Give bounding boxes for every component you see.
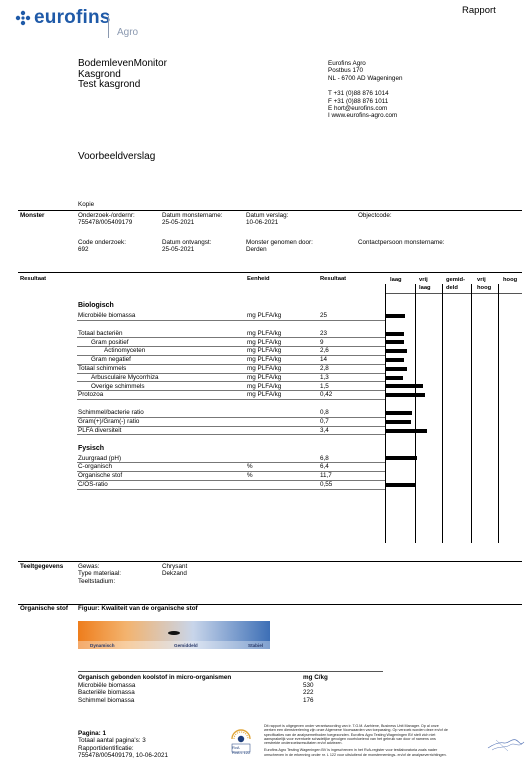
field-value: 755478/005409179 — [78, 219, 133, 227]
monster-top-rule — [18, 210, 522, 211]
row-unit: mg PLFA/kg — [247, 365, 282, 372]
field-value: 692 — [78, 246, 89, 254]
address-company: Eurofins Agro — [328, 60, 366, 67]
footer-disclaimer — [264, 724, 448, 757]
carbon-row-value: 222 — [303, 689, 314, 697]
row-result: 0,8 — [320, 409, 329, 417]
monster-field-received — [162, 239, 211, 254]
row-unit: mg PLFA/kg — [247, 356, 282, 364]
carbon-row-label: Schimmel biomassa — [78, 696, 135, 704]
row-result: 25 — [320, 312, 328, 319]
carbon-unit: mg C/kg — [303, 674, 328, 681]
row-unit: mg PLFA/kg — [247, 382, 282, 390]
field-label: Objectcode: — [358, 212, 392, 219]
result-bar — [385, 314, 405, 318]
scale-line-2 — [442, 284, 443, 543]
report-id: 755478/005409179, 10-06-2021 — [78, 752, 168, 760]
carbon-labels — [78, 682, 135, 704]
logo-text: eurofins — [34, 7, 111, 28]
disclaimer-1: Dit rapport is uitgegeven onder verantwoording van ir. T.G.M. Aarhiene, Business Unit Manager. Op al onze werken een dienstverlening zijn onze Algemene Voorwaarden van toepassing. Op verzoek worden deze en/of de specificaties van de analysemethoden toegezonden. Eurofins Agro Testing Wageningen BV stelt zich niet aansprakelijk voor eventuele schadelijke gevolgen voortvloeiend van het gebruik van door of namens ons verstrekte onderzoeksresultaten en/of adviezen. — [264, 724, 448, 746]
field-label: Contactpersoon monstername: — [358, 239, 445, 246]
result-bar — [385, 332, 404, 336]
gradient-label-stabiel: Stabiel — [248, 643, 264, 648]
row-divider — [77, 489, 385, 490]
teelt-label: Gewas: — [78, 563, 100, 570]
monster-field-order — [78, 212, 135, 227]
carbon-row-label: Bacteriële biomassa — [78, 689, 135, 697]
row-label: Actinomyceten — [104, 347, 146, 355]
field-label: Datum verslag: — [246, 212, 289, 219]
figure-caption: Figuur: Kwaliteit van de organische stof — [78, 605, 198, 612]
row-label: Gram(+)/Gram(-) ratio — [78, 418, 140, 425]
row-result: 11,7 — [320, 472, 332, 480]
logo-divider — [108, 16, 109, 38]
field-label: Monster genomen door: — [246, 239, 313, 246]
row-unit: mg PLFA/kg — [247, 373, 282, 381]
monster-field-sample-date — [162, 212, 223, 227]
row-result: 3,4 — [320, 426, 329, 434]
teelt-label: Teeltstadium: — [78, 577, 116, 585]
row-divider — [77, 462, 385, 463]
row-label: Organische stof — [78, 472, 123, 480]
result-bar — [385, 393, 425, 397]
address-email[interactable]: E hort@eurofins.com — [328, 105, 388, 113]
total-pages: Totaal aantal pagina's: 3 — [78, 737, 146, 745]
row-unit: mg PLFA/kg — [247, 312, 282, 319]
result-bar — [385, 456, 417, 460]
carbon-values — [303, 682, 314, 704]
signature-image — [486, 732, 526, 754]
results-header-rule — [385, 293, 522, 294]
teelt-label: Type materiaal: — [78, 570, 122, 578]
row-unit: % — [247, 463, 253, 471]
field-value: 25-05-2021 — [162, 246, 195, 254]
rva-label: RvA RvA L 122 — [232, 745, 251, 755]
title-block — [78, 59, 167, 91]
monster-field-code — [78, 239, 126, 254]
address-fax: F +31 (0)88 876 1011 — [328, 97, 389, 105]
monster-field-objectcode — [358, 212, 392, 219]
carbon-row-value: 176 — [303, 696, 314, 704]
row-result: 2,6 — [320, 347, 329, 355]
row-result: 14 — [320, 356, 328, 364]
doc-type: Rapport — [462, 5, 496, 16]
scale-hoog: hoog — [503, 277, 518, 283]
result-bar — [385, 384, 423, 388]
field-value: 10-06-2021 — [246, 219, 279, 227]
row-result: 9 — [320, 338, 324, 346]
field-value: Derden — [246, 246, 267, 254]
scale-laag: laag — [390, 277, 402, 283]
row-unit: mg PLFA/kg — [247, 347, 282, 355]
row-unit: mg PLFA/kg — [247, 338, 282, 346]
disclaimer-2: Eurofins Agro Testing Wageningen BV is ingeschreven in het RvA-register voor testlaboratoria zoals nader omschreven in de erkenning onder nr. L 122 voor uitsluitend de monsternemings- en/of de analyseverrichtingen. — [264, 748, 447, 757]
scale-line-4 — [498, 284, 499, 543]
address-web[interactable]: I www.eurofins-agro.com — [328, 112, 398, 120]
monster-field-sampled-by — [246, 239, 313, 254]
col-unit: Eenheid — [247, 276, 270, 282]
row-result: 1,3 — [320, 373, 329, 381]
carbon-title: Organisch gebonden koolstof in micro-organismen — [78, 674, 232, 681]
result-bar — [385, 411, 412, 415]
field-label: Onderzoek-/ordernr: — [78, 212, 135, 219]
row-label: Overige schimmels — [91, 382, 145, 390]
result-bar — [385, 349, 407, 353]
row-divider — [77, 390, 385, 391]
address-block — [328, 60, 402, 120]
result-bar — [385, 483, 415, 487]
row-result: 0,42 — [320, 391, 333, 399]
title-line-1: BodemlevenMonitor — [78, 58, 167, 69]
row-result: 1,5 — [320, 382, 329, 390]
copy-label: Kopie — [78, 201, 95, 208]
row-label: Schimmel/bacterie ratio — [78, 409, 144, 417]
carbon-row-value: 530 — [303, 682, 314, 689]
row-divider — [77, 320, 385, 321]
field-label: Datum monstername: — [162, 212, 223, 219]
row-divider — [77, 471, 385, 472]
row-result: 2,8 — [320, 365, 329, 372]
teelt-value: Chrysant — [162, 563, 188, 570]
address-phone: T +31 (0)88 876 1014 — [328, 90, 389, 98]
field-label: Datum ontvangst: — [162, 239, 212, 246]
row-label: Totaal schimmels — [78, 365, 127, 372]
row-divider — [77, 480, 385, 481]
row-divider — [77, 399, 385, 400]
row-label: Zuurgraad (pH) — [78, 454, 122, 462]
row-result: 0,55 — [320, 481, 333, 488]
result-bar — [385, 420, 411, 424]
row-label: Gram negatief — [91, 356, 131, 364]
teelt-value: Dekzand — [162, 570, 187, 578]
address-city: NL - 6700 AD Wageningen — [328, 74, 403, 82]
teelt-values — [162, 563, 187, 578]
quality-marker — [168, 631, 180, 635]
row-label: C/OS-ratio — [78, 481, 108, 488]
row-label: Totaal bacteriën — [78, 329, 123, 337]
field-value: 25-05-2021 — [162, 219, 195, 227]
carbon-row-label: Microbiële biomassa — [78, 682, 136, 689]
row-unit: % — [247, 472, 253, 480]
row-label: Protozoa — [78, 391, 104, 399]
teelt-top-rule — [18, 561, 522, 562]
page-number: Pagina: 1 — [78, 730, 106, 737]
scale-vrij-hoog: vrij hoog — [477, 277, 492, 292]
group-title: Fysisch — [78, 444, 105, 452]
address-postbus: Postbus 170 — [328, 67, 364, 75]
row-result: 6,8 — [320, 454, 329, 462]
monster-field-contact — [358, 239, 444, 246]
gradient-label-dynamisch: Dynamisch — [90, 643, 115, 648]
monster-field-report-date — [246, 212, 288, 227]
scale-line-3 — [471, 284, 472, 543]
row-label: Arbusculaire Mycorrhiza — [91, 373, 159, 381]
row-divider — [77, 434, 385, 435]
teelt-labels — [78, 563, 121, 585]
row-label: Microbiële biomassa — [78, 312, 136, 319]
row-result: 0,7 — [320, 418, 329, 425]
result-bar — [385, 358, 404, 362]
eurofins-logo-icon — [15, 10, 31, 26]
scale-vrij-laag: vrij laag — [419, 277, 431, 292]
field-label: Code onderzoek: — [78, 239, 126, 246]
row-label: C-organisch — [78, 463, 112, 471]
row-unit: mg PLFA/kg — [247, 329, 282, 337]
row-label: Gram positief — [91, 338, 129, 346]
figure-section-title: Organische stof — [20, 605, 68, 612]
carbon-top-rule — [78, 671, 383, 672]
results-top-rule — [18, 272, 522, 273]
result-bar — [385, 429, 427, 433]
result-bar — [385, 367, 407, 371]
scale-gemiddeld: gemid-deld — [446, 277, 466, 292]
group-title: Biologisch — [78, 302, 114, 309]
title-line-3: Test kasgrond — [78, 79, 141, 90]
results-section-title: Resultaat — [20, 276, 47, 282]
teelt-section-title: Teeltgegevens — [20, 563, 64, 570]
row-label: PLFA diversiteit — [78, 426, 122, 434]
footer-page-info — [78, 730, 168, 760]
report-id-label: Rapportidentificatie: — [78, 744, 134, 752]
quality-gradient-bar — [78, 621, 270, 649]
sub-brand: Agro — [117, 27, 139, 38]
row-unit: mg PLFA/kg — [247, 391, 282, 399]
result-bar — [385, 340, 404, 344]
row-divider — [77, 426, 385, 427]
col-result: Resultaat — [320, 276, 347, 282]
title-line-2: Kasgrond — [78, 68, 121, 80]
gradient-label-gemiddeld: Gemiddeld — [174, 643, 198, 648]
report-title: Voorbeeldverslag — [78, 151, 156, 162]
scale-line-1 — [415, 284, 416, 543]
row-result: 6,4 — [320, 463, 329, 471]
result-bar — [385, 376, 403, 380]
monster-section-title: Monster — [20, 212, 45, 219]
row-result: 23 — [320, 329, 328, 337]
